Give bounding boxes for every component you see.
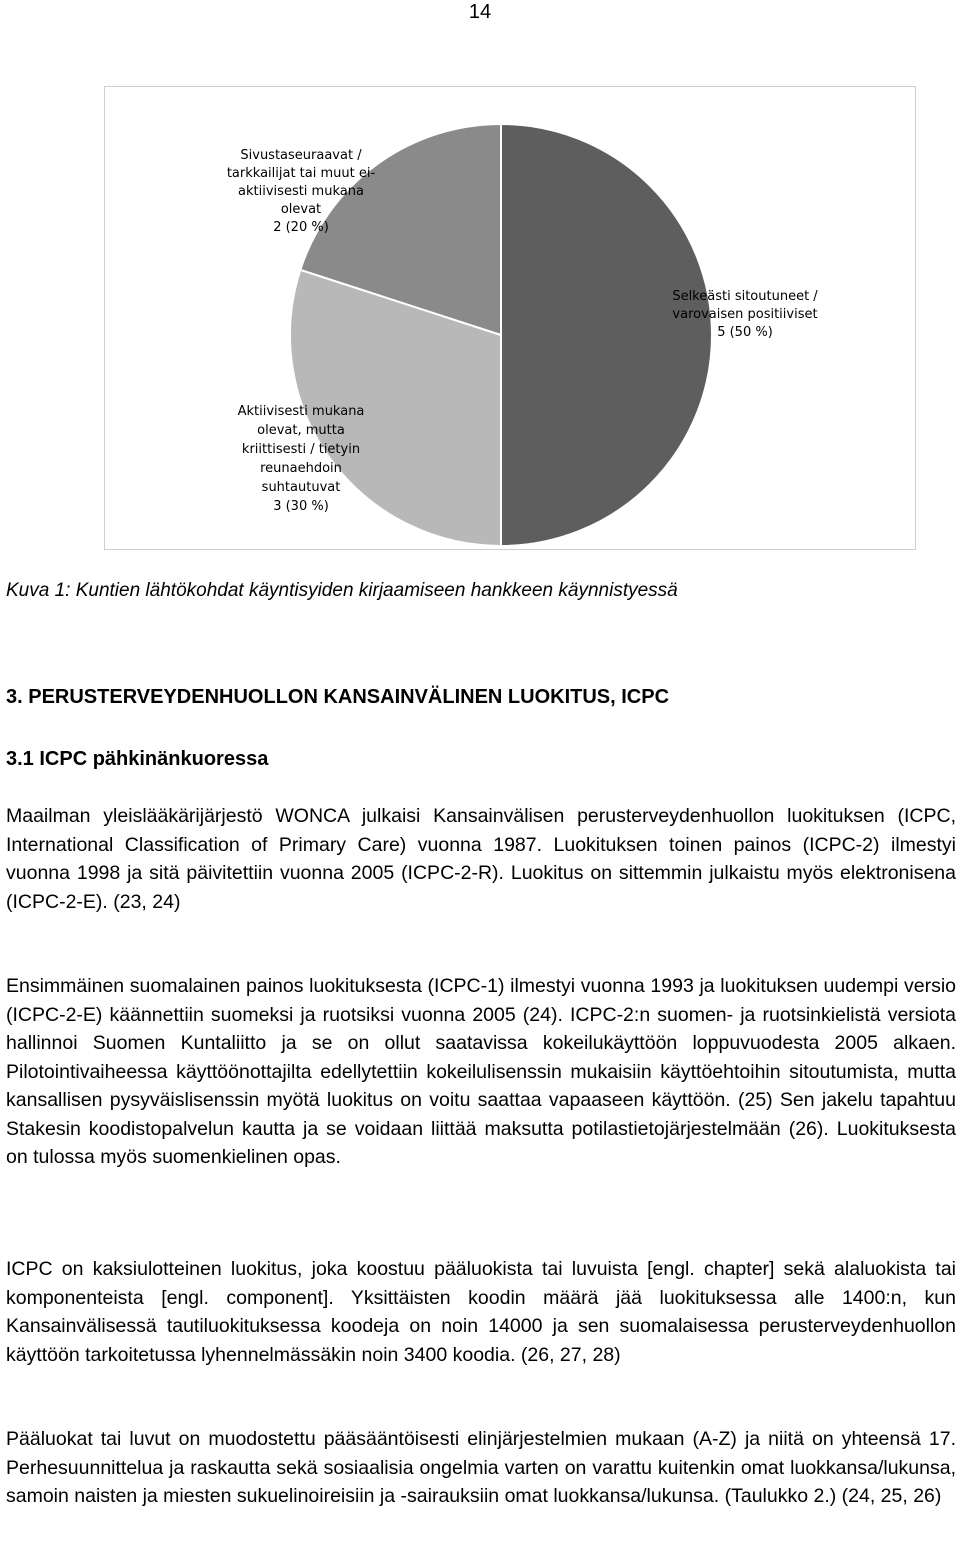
pie-label-committed: Selkeästi sitoutuneet / varovaisen positiiviset 5 (50 %): [672, 289, 818, 340]
page-number: 14: [468, 1, 492, 23]
pie-chart-svg: [105, 87, 915, 549]
section-heading: 3. PERUSTERVEYDENHUOLLON KANSAINVÄLINEN LUOKITUS, ICPC: [6, 686, 670, 708]
pie-label-observers: Sivustaseuraavat / tarkkailijat tai muut ei-aktiivisesti mukana olevat 2 (20 %): [226, 148, 376, 235]
figure-caption: Kuva 1: Kuntien lähtökohdat käyntisyiden kirjaamiseen hankkeen käynnistyessä: [6, 580, 678, 601]
pie-label-critical: Aktiivisesti mukana olevat, mutta kriittisesti / tietyin reunaehdoin suhtautuvat 3 (30 %): [237, 404, 365, 514]
paragraph-3: ICPC on kaksiulotteinen luokitus, joka koostuu pääluokista tai luvuista [engl. chapter] sekä alaluokista tai komponenteista [engl. component]. Yksittäisten koodin määrä jää luokituksessa alle 1400:n, kun Kansainvälisessä tautiluokituksessa koodeja on noin 14000 ja sen suomalaisessa perusterveydenhuollon käyttöön tarkoitetussa lyhennelmässäkin noin 3400 koodia. (26, 27, 28): [6, 1258, 956, 1366]
paragraph-2: Ensimmäinen suomalainen painos luokituksesta (ICPC-1) ilmestyi vuonna 1993 ja luokituksen uudempi versio (ICPC-2-E) käännettiin suomeksi ja ruotsiksi vuonna 2005 (24). ICPC-2:n suomen- ja ruotsinkielistä versiota hallinnoi Suomen Kuntaliitto ja se on ollut saatavissa kokeilukäyttöön loppuvuodesta 2005 alkaen. Pilotointivaiheessa käyttöönottajilta edellytettiin kokeilulisenssin mukaisiin käyttöehtoihin sitoutumista, mutta kansallisen pysyväislisenssin myötä luokitus on voitu saattaa vapaaseen käyttöön. (25) Sen jakelu tapahtuu Stakesin koodistopalvelun kautta ja se voidaan liittää maksutta potilastietojärjestelmään (26). Luokituksesta on tulossa myös suomenkielinen opas.: [6, 975, 956, 1168]
paragraph-1: Maailman yleislääkärijärjestö WONCA julkaisi Kansainvälisen perusterveydenhuollon luokituksen (ICPC, International Classification of Primary Care) vuonna 1987. Luokituksen toinen painos (ICPC-2) ilmestyi vuonna 1998 ja sitä päivitettiin vuonna 2005 (ICPC-2-R). Luokitus on sittemmin julkaistu myös elektronisena (ICPC-2-E). (23, 24): [6, 805, 956, 913]
paragraph-4: Pääluokat tai luvut on muodostettu pääsääntöisesti elinjärjestelmien mukaan (A-Z) ja niitä on yhteensä 17. Perhesuunnittelua ja raskautta sekä sosiaalisia ongelmia varten on varattu kuitenkin omat luokkansa/lukunsa, samoin naisten ja miesten sukuelinoireisiin ja -sairauksiin omat luokkansa/lukunsa. (Taulukko 2.) (24, 25, 26): [6, 1428, 956, 1507]
pie-chart: [104, 86, 916, 550]
pie-slice-committed: [501, 124, 712, 546]
subsection-heading: 3.1 ICPC pähkinänkuoressa: [6, 748, 269, 770]
